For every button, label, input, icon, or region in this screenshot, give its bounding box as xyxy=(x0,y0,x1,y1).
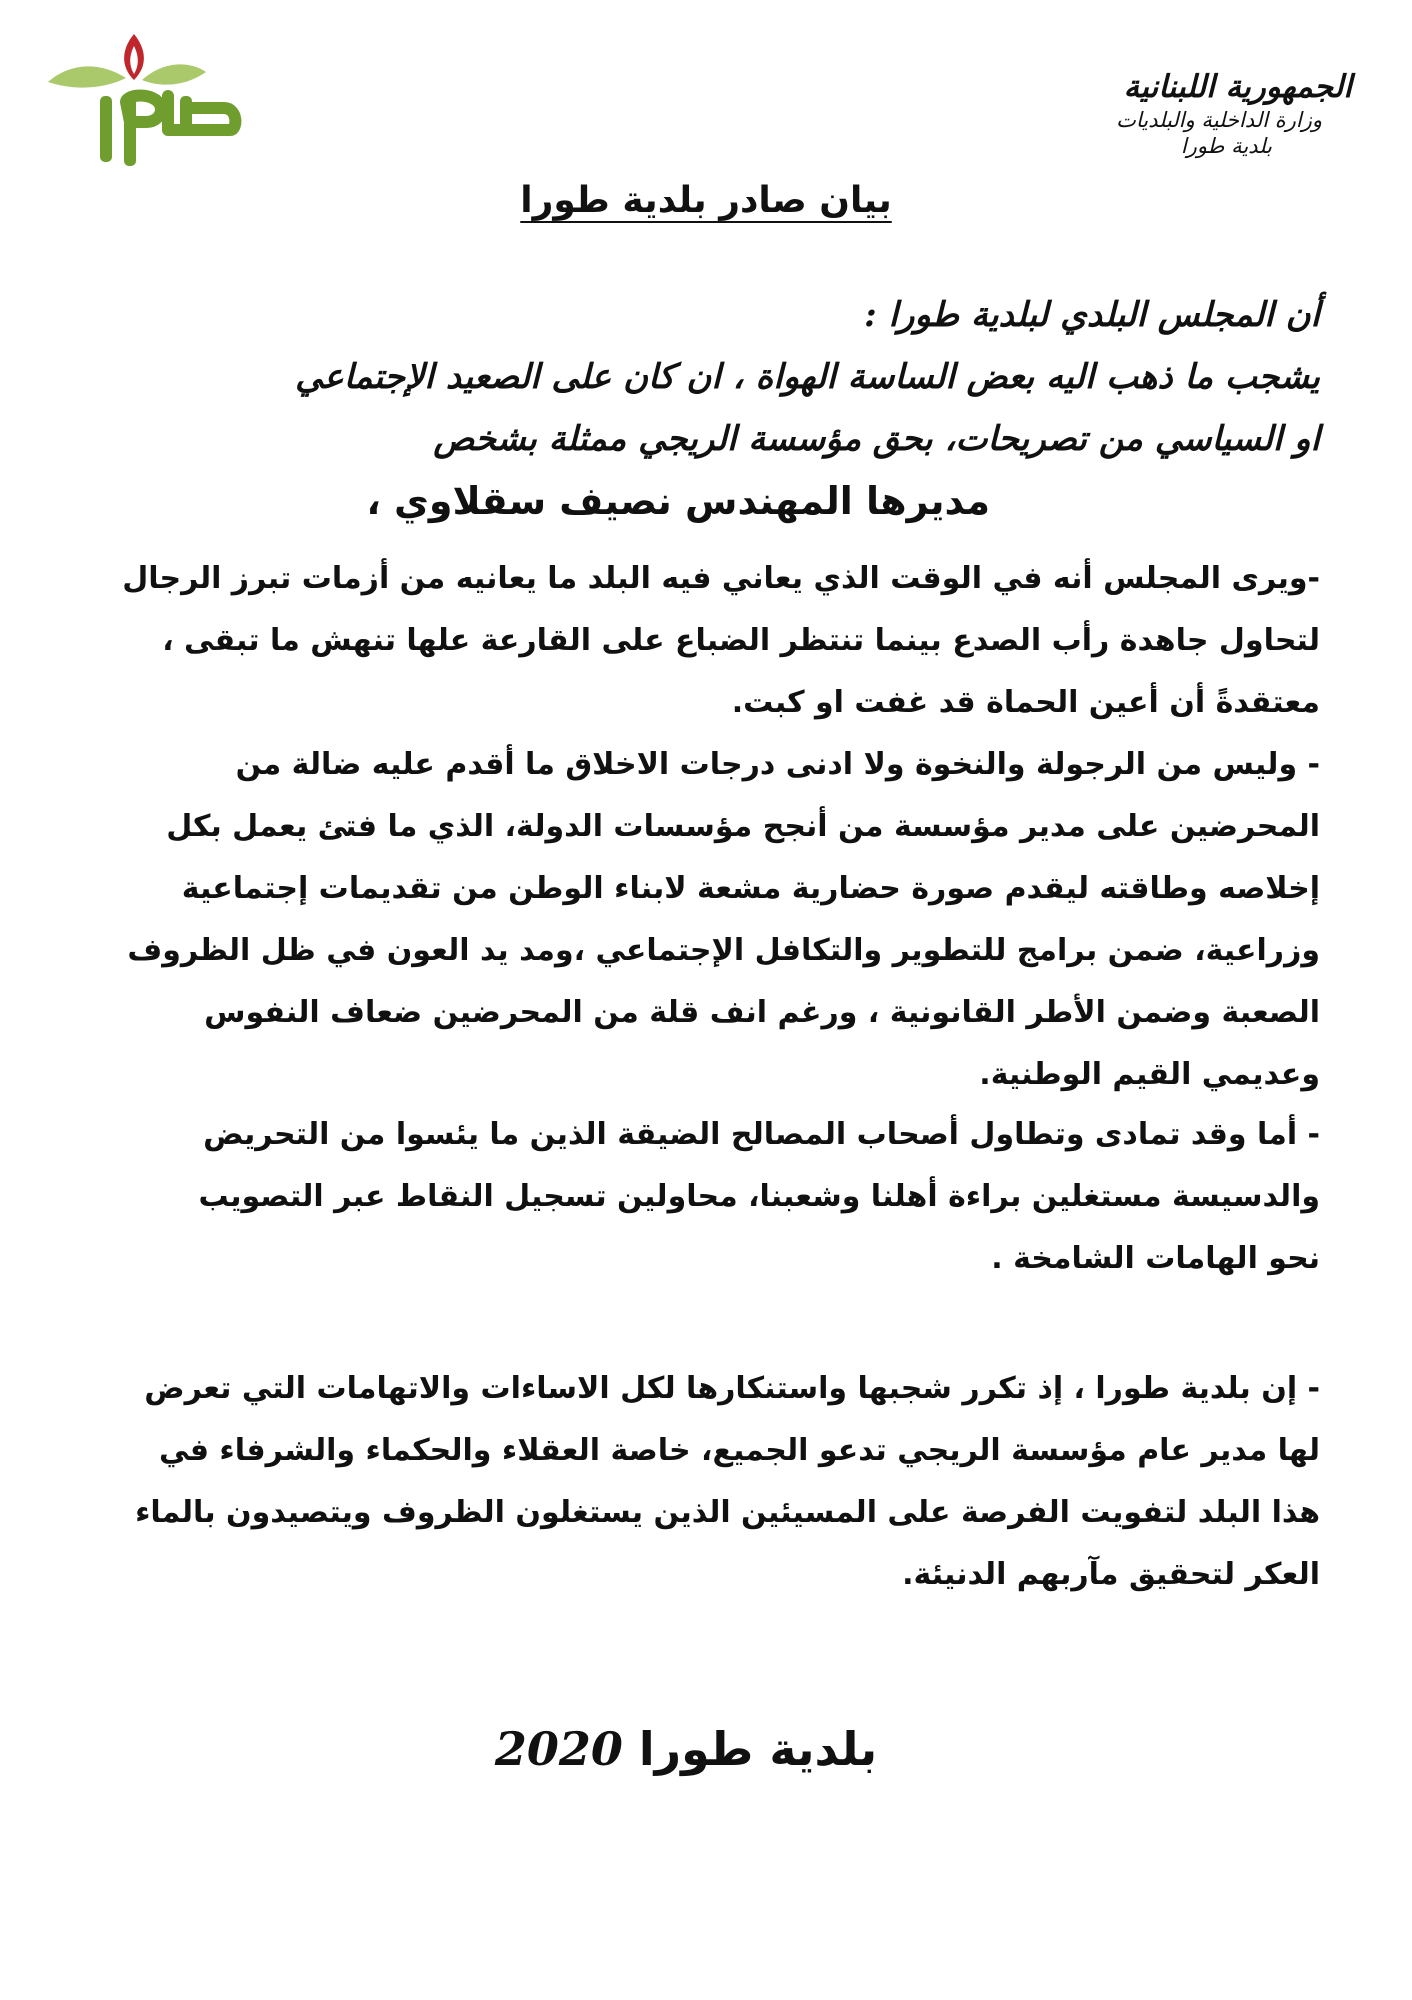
intro-line: يشجب ما ذهب اليه بعض الساسة الهواة ، ان كان على الصعيد الإجتماعي xyxy=(295,357,1320,397)
paragraph-1 xyxy=(90,548,1320,734)
paragraph-line: - إن بلدية طورا ، إذ تكرر شجبها واستنكارها لكل الاساءات والاتهامات التي تعرض xyxy=(144,1371,1320,1406)
paragraph-line: نحو الهامات الشامخة . xyxy=(991,1241,1320,1276)
signature xyxy=(0,1722,1412,1776)
paragraph-line: وعديمي القيم الوطنية. xyxy=(979,1057,1320,1092)
paragraph-line: - وليس من الرجولة والنخوة ولا ادنى درجات الاخلاق ما أقدم عليه ضالة من xyxy=(235,747,1320,782)
paragraph-line: الصعبة وضمن الأطر القانونية ، ورغم انف قلة من المحرضين ضعاف النفوس xyxy=(204,995,1320,1030)
signature-name: بلدية طورا xyxy=(638,1722,878,1776)
municipality-name: بلدية طورا xyxy=(1180,134,1272,158)
paragraph-4 xyxy=(90,1358,1320,1606)
director-name-line: مديرها المهندس نصيف سقلاوي ، xyxy=(366,479,990,523)
paragraph-line: -ويرى المجلس أنه في الوقت الذي يعاني فيه البلد ما يعانيه من أزمات تبرز الرجال xyxy=(122,561,1320,596)
ministry-name: وزارة الداخلية والبلديات xyxy=(1116,107,1322,132)
paragraph-line: المحرضين على مدير مؤسسة من أنجح مؤسسات الدولة، الذي ما فتئ يعمل بكل xyxy=(166,809,1320,844)
republic-name: الجمهورية اللبنانية xyxy=(1123,69,1352,105)
paragraph-line: العكر لتحقيق مآربهم الدنيئة. xyxy=(902,1557,1320,1592)
intro-block xyxy=(100,284,1320,532)
document-title xyxy=(0,180,1412,221)
signature-year: 2020 xyxy=(494,1722,623,1776)
paragraph-line: لها مدير عام مؤسسة الريجي تدعو الجميع، خاصة العقلاء والحكماء والشرفاء في xyxy=(158,1433,1320,1468)
paragraph-3 xyxy=(90,1104,1320,1290)
title-text: بيان صادر بلدية طورا xyxy=(520,180,892,221)
paragraph-line: لتحاول جاهدة رأب الصدع بينما تنتظر الضباع على القارعة علها تنهش ما تبقى ، xyxy=(162,623,1320,658)
paragraph-line: معتقدةً أن أعين الحماة قد غفت او كبت. xyxy=(731,685,1320,720)
intro-line: أن المجلس البلدي لبلدية طورا : xyxy=(864,295,1320,335)
paragraph-line: - أما وقد تمادى وتطاول أصحاب المصالح الضيقة الذين ما يئسوا من التحريض xyxy=(203,1117,1320,1152)
paragraph-2 xyxy=(90,734,1320,1106)
paragraph-line: هذا البلد لتفويت الفرصة على المسيئين الذين يستغلون الظروف ويتصيدون بالماء xyxy=(135,1495,1320,1530)
intro-line: او السياسي من تصريحات، بحق مؤسسة الريجي ممثلة بشخص xyxy=(433,419,1320,459)
paragraph-line: وزراعية، ضمن برامج للتطوير والتكافل الإجتماعي ،ومد يد العون في ظل الظروف xyxy=(127,933,1320,968)
municipality-logo xyxy=(38,30,248,170)
paragraph-line: إخلاصه وطاقته ليقدم صورة حضارية مشعة لابناء الوطن من تقديمات إجتماعية xyxy=(181,871,1320,906)
letterhead xyxy=(1012,68,1352,159)
logo-icon xyxy=(38,30,248,170)
paragraph-line: والدسيسة مستغلين براءة أهلنا وشعبنا، محاولين تسجيل النقاط عبر التصويب xyxy=(198,1179,1320,1214)
